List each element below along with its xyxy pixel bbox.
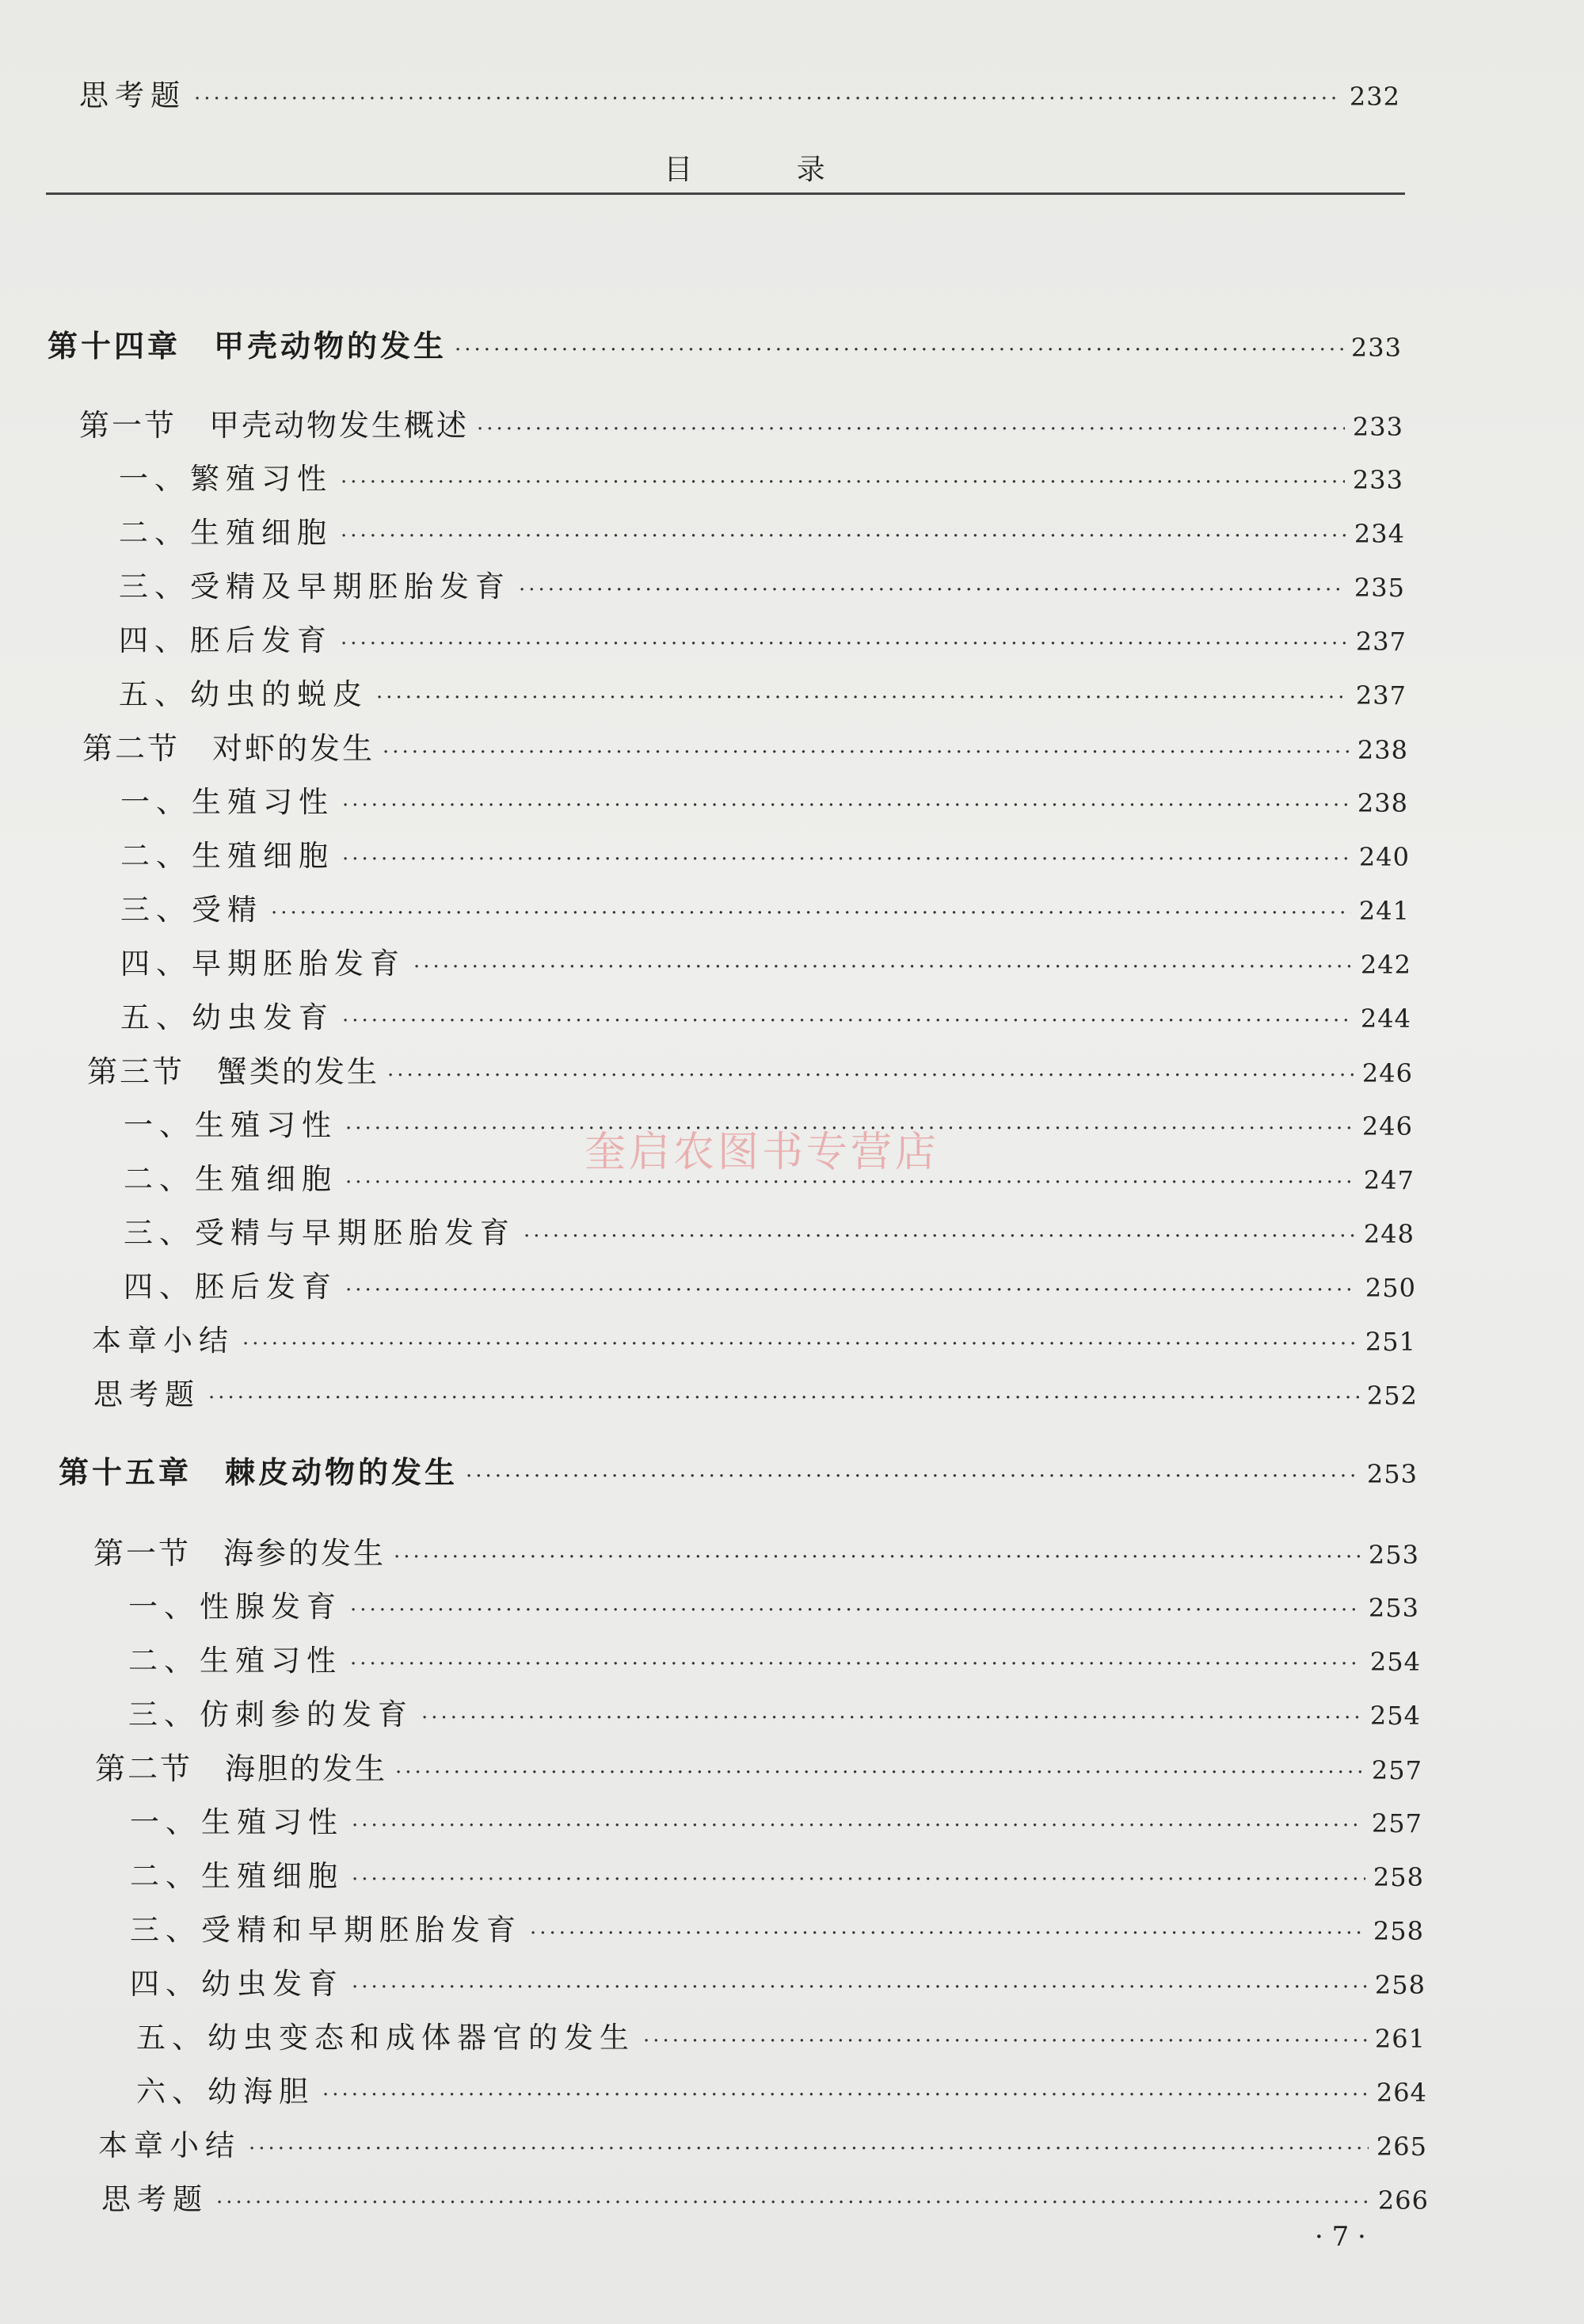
toc-entry-label: 二、生殖细胞 [124, 1162, 337, 1196]
toc-entry-page-number: 250 [1365, 1273, 1416, 1303]
toc-entry [136, 2072, 1427, 2115]
toc-section-entry [95, 1749, 1422, 1793]
toc-entry-label: 一、性腺发育 [128, 1590, 342, 1624]
toc-entry [79, 76, 1400, 119]
dot-leader [341, 516, 1346, 556]
toc-entry [98, 2126, 1427, 2169]
toc-entry-label: 第一节 海参的发生 [93, 1536, 386, 1571]
toc-entry-page-number: 240 [1358, 842, 1410, 872]
toc-entry-page-number: 244 [1360, 1004, 1411, 1034]
toc-entry [120, 783, 1408, 825]
dot-leader [524, 1217, 1356, 1256]
watermark: 奎启农图书专营店 [584, 1129, 940, 1176]
dot-leader [352, 1860, 1365, 1899]
toc-entry [92, 1321, 1416, 1364]
toc-entry-page-number: 241 [1358, 896, 1410, 926]
toc-entry-page-number: 248 [1363, 1219, 1415, 1249]
toc-entry-page-number: 265 [1376, 2132, 1427, 2162]
toc-entry-page-number: 233 [1352, 412, 1403, 442]
toc-entry-label: 二、生殖习性 [128, 1644, 342, 1678]
toc-entry-page-number: 254 [1369, 1647, 1421, 1677]
toc-entry-page-number: 238 [1357, 735, 1408, 765]
toc-entry [128, 1587, 1419, 1630]
toc-entry-page-number: 252 [1366, 1381, 1418, 1411]
toc-entry-page-number: 258 [1374, 1970, 1426, 2000]
toc-entry-label: 三、受精与早期胚胎发育 [124, 1216, 516, 1250]
toc-entry-label: 一、生殖习性 [120, 785, 334, 819]
toc-entry-label: 四、幼虫发育 [130, 1967, 344, 2001]
toc-entry [119, 567, 1405, 610]
toc-entry-page-number: 264 [1376, 2078, 1427, 2108]
dot-leader [466, 1457, 1359, 1496]
toc-entry-label: 六、幼海胆 [136, 2074, 314, 2109]
dot-leader [194, 79, 1342, 119]
dot-leader [341, 463, 1345, 502]
toc-entry [119, 513, 1405, 556]
dot-leader [395, 1753, 1364, 1793]
toc-entry [120, 944, 1411, 987]
toc-entry-label: 四、胚后发育 [119, 623, 333, 657]
toc-entry-label: 第二节 海胆的发生 [95, 1751, 388, 1786]
dot-leader [519, 570, 1346, 610]
dot-leader [342, 1001, 1353, 1041]
toc-entry-label: 一、繁殖习性 [119, 462, 333, 496]
page-number: · 7 · [1315, 2221, 1366, 2253]
toc-entry-label: 思考题 [79, 78, 186, 112]
toc-entry-page-number: 232 [1349, 82, 1400, 112]
toc-entry-page-number: 238 [1357, 788, 1408, 818]
toc-entry [130, 1911, 1424, 1953]
toc-entry-label: 二、生殖细胞 [130, 1859, 344, 1893]
dot-leader [249, 2129, 1369, 2169]
header-rule [46, 192, 1405, 195]
toc-chapter-entry [48, 326, 1402, 370]
toc-entry [124, 1267, 1416, 1310]
toc-entry-page-number: 233 [1350, 333, 1402, 363]
dot-leader [352, 1806, 1364, 1846]
toc-entry-label: 三、仿刺参的发育 [128, 1697, 413, 1732]
toc-entry [120, 998, 1411, 1041]
dot-leader [387, 1056, 1354, 1095]
dot-leader [342, 840, 1351, 879]
dot-leader [394, 1537, 1361, 1577]
toc-entry-page-number: 253 [1368, 1540, 1419, 1570]
dot-leader [271, 893, 1351, 933]
dot-leader [352, 1968, 1367, 2007]
dot-leader [643, 2021, 1367, 2061]
toc-entry [124, 1213, 1415, 1256]
toc-entry [101, 2180, 1429, 2223]
toc-entry-label: 第一节 甲壳动物发生概述 [79, 408, 470, 443]
toc-section-entry [79, 406, 1403, 449]
dot-leader [350, 1591, 1361, 1630]
toc-entry-label: 思考题 [93, 1377, 200, 1412]
toc-entry-page-number: 261 [1374, 2024, 1426, 2054]
dot-leader [421, 1698, 1362, 1738]
toc-entry-page-number: 253 [1368, 1593, 1419, 1623]
toc-entry-page-number: 251 [1365, 1327, 1416, 1357]
toc-entry [119, 675, 1407, 718]
dot-leader [455, 330, 1343, 370]
toc-entry-label: 二、生殖细胞 [120, 839, 334, 873]
dot-leader [342, 786, 1350, 825]
toc-section-entry [93, 1533, 1419, 1577]
dot-leader [477, 410, 1345, 449]
toc-entry [119, 621, 1407, 664]
toc-entry-page-number: 237 [1355, 680, 1407, 711]
toc-entry [120, 890, 1410, 933]
dot-leader [345, 1271, 1357, 1310]
toc-entry [136, 2018, 1426, 2061]
toc-chapter-entry [59, 1453, 1418, 1496]
toc-entry-page-number: 253 [1366, 1459, 1418, 1489]
toc-entry [130, 1964, 1426, 2007]
dot-leader [242, 1324, 1357, 1364]
toc-section-entry [82, 729, 1408, 772]
toc-entry-label: 第十五章 棘皮动物的发生 [59, 1455, 459, 1490]
dot-leader [350, 1644, 1362, 1684]
toc-entry-page-number: 257 [1371, 1808, 1422, 1838]
toc-entry-page-number: 242 [1360, 950, 1411, 980]
toc-entry-page-number: 258 [1373, 1916, 1424, 1946]
toc-entry [128, 1695, 1421, 1738]
toc-entry-label: 第二节 对虾的发生 [82, 731, 375, 766]
dot-leader [383, 733, 1350, 772]
dot-leader [341, 624, 1348, 664]
toc-entry-label: 五、幼虫变态和成体器官的发生 [136, 2021, 635, 2055]
toc-entry [120, 836, 1410, 879]
dot-leader [530, 1914, 1365, 1953]
toc-entry [93, 1375, 1418, 1418]
toc-entry-label: 一、生殖习性 [124, 1108, 337, 1142]
toc-entry-label: 四、胚后发育 [124, 1270, 337, 1304]
dot-leader [216, 2183, 1370, 2223]
toc-entry-label: 三、受精和早期胚胎发育 [130, 1913, 522, 1947]
dot-leader [322, 2075, 1369, 2115]
toc-entry [119, 459, 1403, 502]
dot-leader [376, 678, 1348, 718]
toc-entry-label: 四、早期胚胎发育 [120, 947, 406, 981]
toc-entry-page-number: 235 [1354, 573, 1405, 603]
toc-entry-label: 三、受精 [120, 893, 263, 927]
toc-entry-label: 本章小结 [98, 2128, 241, 2162]
toc-entry-page-number: 246 [1361, 1111, 1413, 1141]
toc-entry-page-number: 266 [1377, 2185, 1429, 2215]
toc-entry-page-number: 254 [1369, 1701, 1421, 1731]
toc-entry [130, 1803, 1422, 1846]
toc-entry-label: 第十四章 甲壳动物的发生 [48, 329, 447, 364]
toc-entry-label: 三、受精及早期胚胎发育 [119, 570, 511, 604]
toc-entry-page-number: 257 [1371, 1755, 1422, 1785]
dot-leader [208, 1378, 1359, 1418]
toc-entry-page-number: 234 [1354, 519, 1405, 549]
toc-entry-label: 第三节 蟹类的发生 [87, 1054, 380, 1089]
dot-leader [413, 947, 1353, 987]
toc-entry-label: 五、幼虫的蜕皮 [119, 677, 368, 711]
toc-entry-label: 本章小结 [92, 1324, 234, 1358]
page-header-title: 目 录 [664, 154, 873, 186]
toc-entry [130, 1857, 1424, 1899]
toc-entry-page-number: 246 [1361, 1058, 1413, 1088]
toc-entry-label: 一、生殖习性 [130, 1805, 344, 1839]
toc-entry-label: 五、幼虫发育 [120, 1000, 334, 1034]
toc-entry-page-number: 237 [1355, 627, 1407, 657]
toc-section-entry [87, 1052, 1413, 1095]
toc-entry-label: 二、生殖细胞 [119, 516, 333, 550]
toc-entry-page-number: 247 [1363, 1165, 1415, 1195]
toc-entry [128, 1641, 1421, 1684]
toc-entry-page-number: 233 [1352, 465, 1403, 495]
toc-entry-page-number: 258 [1373, 1862, 1424, 1892]
toc-entry-label: 思考题 [101, 2182, 208, 2216]
